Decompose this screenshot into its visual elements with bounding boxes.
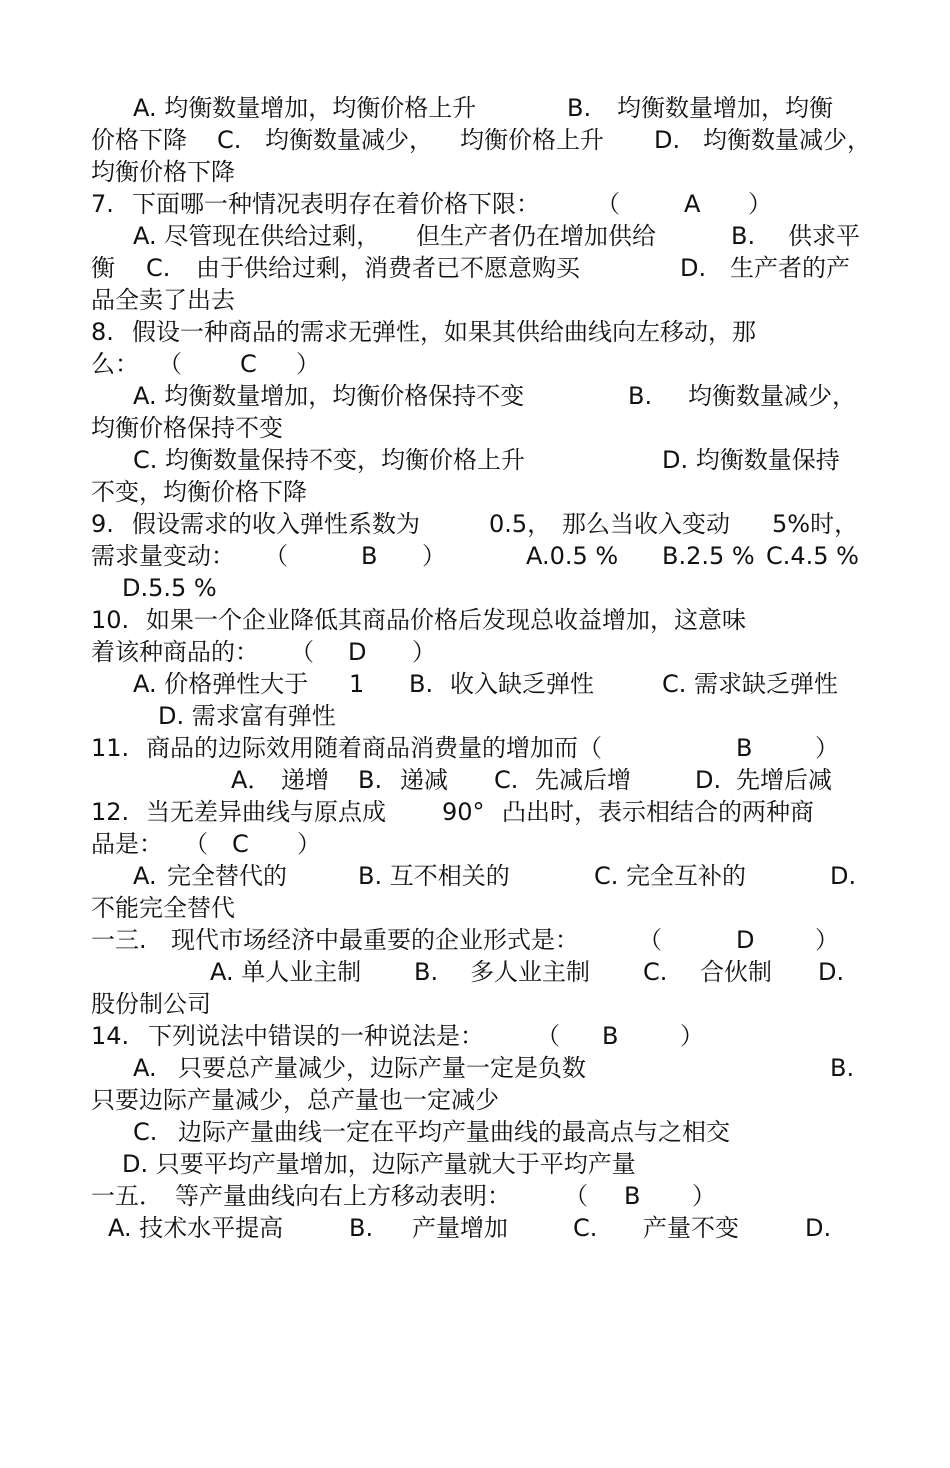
text-segment: 均衡价格上升 bbox=[460, 126, 604, 154]
text-segment: A. 单人业主制 bbox=[210, 958, 362, 986]
paren-close: ） bbox=[692, 1182, 716, 1210]
question-15 bbox=[0, 1180, 950, 1212]
text-segment: C. 完全互补的 bbox=[594, 862, 747, 890]
question-8 bbox=[0, 316, 950, 348]
text-line bbox=[0, 92, 950, 124]
text-segment: 均衡数量减少， bbox=[703, 126, 871, 154]
paren-open: （ bbox=[536, 1022, 560, 1050]
text-segment: 产量不变 bbox=[643, 1214, 739, 1242]
paren-close: ） bbox=[815, 734, 839, 762]
text-segment: B. bbox=[830, 1054, 855, 1082]
paren-open: （ bbox=[184, 830, 208, 858]
question-text: 下列说法中错误的一种说法是： bbox=[148, 1022, 484, 1050]
paren-close: ） bbox=[412, 638, 436, 666]
question-9 bbox=[0, 508, 950, 540]
text-segment: D. 只要平均产量增加，边际产量就大于平均产量 bbox=[122, 1150, 636, 1178]
text-line bbox=[0, 444, 950, 476]
option-a-text: 递增 bbox=[281, 766, 329, 794]
question-number: 一三. bbox=[91, 926, 147, 954]
text-segment: B. bbox=[349, 1214, 374, 1242]
paren-close: ） bbox=[422, 542, 446, 570]
text-segment: C. 均衡数量保持不变，均衡价格上升 bbox=[133, 446, 526, 474]
text-segment: 均衡价格下降 bbox=[91, 158, 235, 186]
answer-letter: D bbox=[348, 638, 367, 666]
text-segment: B. bbox=[567, 94, 592, 122]
text-line bbox=[0, 764, 950, 796]
question-text: 等产量曲线向右上方移动表明： bbox=[175, 1182, 511, 1210]
text-segment: 那么当收入变动 bbox=[562, 510, 730, 538]
text-segment: 需求量变动： bbox=[91, 542, 235, 570]
text-segment: 品是： bbox=[91, 830, 163, 858]
paren-close: ） bbox=[296, 350, 320, 378]
text-line bbox=[0, 860, 950, 892]
text-segment: 0.5， bbox=[489, 510, 552, 538]
text-segment: 均衡数量增加，均衡 bbox=[617, 94, 833, 122]
text-segment: 由于供给过剩，消费者已不愿意购买 bbox=[196, 254, 580, 282]
text-segment: 不能完全替代 bbox=[91, 894, 235, 922]
paren-open: （ bbox=[290, 638, 314, 666]
paren-open: （ bbox=[596, 190, 620, 218]
text-line bbox=[0, 988, 950, 1020]
text-segment: C. 需求缺乏弹性 bbox=[662, 670, 839, 698]
text-segment: B. bbox=[414, 958, 439, 986]
text-segment: C. bbox=[133, 1118, 158, 1146]
text-segment: A. 技术水平提高 bbox=[108, 1214, 284, 1242]
text-segment: D. 需求富有弹性 bbox=[158, 702, 336, 730]
text-line bbox=[0, 412, 950, 444]
text-line bbox=[0, 348, 950, 380]
text-segment: 供求平 bbox=[788, 222, 860, 250]
text-segment: 生产者的产 bbox=[730, 254, 850, 282]
text-segment: 不变，均衡价格下降 bbox=[91, 478, 307, 506]
text-segment: B. bbox=[628, 382, 653, 410]
text-line bbox=[0, 1052, 950, 1084]
answer-letter: B bbox=[736, 734, 753, 762]
text-line bbox=[0, 956, 950, 988]
text-segment: B. bbox=[409, 670, 434, 698]
text-segment: 产量增加 bbox=[412, 1214, 508, 1242]
text-segment: 合伙制 bbox=[700, 958, 772, 986]
text-line bbox=[0, 1116, 950, 1148]
question-number: 14. bbox=[91, 1022, 130, 1050]
text-line bbox=[0, 156, 950, 188]
text-segment: D. bbox=[654, 126, 681, 154]
text-segment: 着该种商品的： bbox=[91, 638, 259, 666]
answer-letter: A bbox=[684, 190, 701, 218]
paren-close: ） bbox=[815, 926, 839, 954]
text-segment: 么： bbox=[91, 350, 139, 378]
text-line bbox=[0, 284, 950, 316]
question-number: 11. bbox=[91, 734, 130, 762]
option-a: A.0.5 % bbox=[526, 542, 619, 570]
answer-letter: B bbox=[602, 1022, 619, 1050]
text-line bbox=[0, 1212, 950, 1244]
option-a-label: A． bbox=[231, 766, 272, 794]
text-segment: D. 均衡数量保持 bbox=[662, 446, 840, 474]
text-line bbox=[0, 700, 950, 732]
option-b: B.2.5 % bbox=[662, 542, 755, 570]
question-10 bbox=[0, 604, 950, 636]
question-text: 现代市场经济中最重要的企业形式是： bbox=[171, 926, 579, 954]
question-11 bbox=[0, 732, 950, 764]
text-segment: 均衡数量减少， bbox=[688, 382, 856, 410]
text-segment: 只要边际产量减少，总产量也一定减少 bbox=[91, 1086, 499, 1114]
question-text: 如果一个企业降低其商品价格后发现总收益增加，这意味 bbox=[146, 606, 746, 634]
option-c-text: 先减后增 bbox=[535, 766, 631, 794]
paren-open: （ bbox=[564, 1182, 588, 1210]
question-12 bbox=[0, 796, 950, 828]
text-segment: A. 尽管现在供给过剩， bbox=[133, 222, 381, 250]
text-segment: 多人业主制 bbox=[470, 958, 590, 986]
question-text: 商品的边际效用随着商品消费量的增加而（ bbox=[146, 734, 602, 762]
text-segment: C. bbox=[146, 254, 171, 282]
option-c: C.4.5 % bbox=[766, 542, 859, 570]
option-d-text: 先增后减 bbox=[736, 766, 832, 794]
paren-close: ） bbox=[297, 830, 321, 858]
question-text: 假设需求的收入弹性系数为 bbox=[132, 510, 420, 538]
option-d-label: D. bbox=[695, 766, 722, 794]
text-segment: 90° bbox=[442, 798, 485, 826]
answer-letter: D bbox=[736, 926, 755, 954]
answer-letter: C bbox=[240, 350, 257, 378]
option-b-text: 递减 bbox=[400, 766, 448, 794]
question-number: 8. bbox=[91, 318, 114, 346]
text-segment: 衡 bbox=[91, 254, 115, 282]
answer-letter: B bbox=[624, 1182, 641, 1210]
text-segment: A. bbox=[133, 1054, 157, 1082]
answer-letter: B bbox=[361, 542, 378, 570]
text-line bbox=[0, 892, 950, 924]
text-line bbox=[0, 828, 950, 860]
question-number: 10. bbox=[91, 606, 130, 634]
paren-open: （ bbox=[638, 926, 662, 954]
option-c-label: C. bbox=[494, 766, 519, 794]
question-number: 9. bbox=[91, 510, 114, 538]
text-segment: 边际产量曲线一定在平均产量曲线的最高点与之相交 bbox=[178, 1118, 730, 1146]
text-line bbox=[0, 540, 950, 572]
text-line bbox=[0, 668, 950, 700]
text-segment: D. bbox=[830, 862, 857, 890]
text-segment: C. bbox=[573, 1214, 598, 1242]
text-segment: D. bbox=[805, 1214, 832, 1242]
option-b-label: B. bbox=[358, 766, 383, 794]
text-line bbox=[0, 1148, 950, 1180]
answer-letter: C bbox=[232, 830, 249, 858]
text-segment: A. 价格弹性大于 bbox=[133, 670, 309, 698]
text-segment: 品全卖了出去 bbox=[91, 286, 235, 314]
paren-open: （ bbox=[264, 542, 288, 570]
paren-close: ） bbox=[680, 1022, 704, 1050]
option-d: D.5.5 % bbox=[122, 574, 217, 602]
text-segment: B. bbox=[731, 222, 756, 250]
question-text: 假设一种商品的需求无弹性，如果其供给曲线向左移动，那 bbox=[132, 318, 756, 346]
text-line bbox=[0, 572, 950, 604]
text-segment: 凸出时，表示相结合的两种商 bbox=[502, 798, 814, 826]
text-segment: 收入缺乏弹性 bbox=[450, 670, 594, 698]
text-segment: 但生产者仍在增加供给 bbox=[416, 222, 656, 250]
text-line bbox=[0, 220, 950, 252]
paren-close: ） bbox=[748, 190, 772, 218]
text-segment: 价格下降 bbox=[91, 126, 187, 154]
text-segment: 只要总产量减少，边际产量一定是负数 bbox=[178, 1054, 586, 1082]
text-segment: C. bbox=[643, 958, 668, 986]
text-line bbox=[0, 380, 950, 412]
text-line bbox=[0, 252, 950, 284]
text-segment: C. bbox=[217, 126, 242, 154]
text-line bbox=[0, 124, 950, 156]
text-segment: 完全替代的 bbox=[167, 862, 287, 890]
text-segment: B. 互不相关的 bbox=[358, 862, 510, 890]
text-line bbox=[0, 1084, 950, 1116]
text-line bbox=[0, 476, 950, 508]
text-segment: A. bbox=[133, 862, 157, 890]
text-segment: A. 均衡数量增加，均衡价格上升 bbox=[133, 94, 477, 122]
text-segment: A. 均衡数量增加，均衡价格保持不变 bbox=[133, 382, 525, 410]
paren-open: （ bbox=[158, 350, 182, 378]
question-number: 一五． bbox=[91, 1182, 163, 1210]
text-segment: 均衡数量减少， bbox=[265, 126, 433, 154]
text-segment: 5%时， bbox=[772, 510, 859, 538]
question-14 bbox=[0, 1020, 950, 1052]
question-7 bbox=[0, 188, 950, 220]
question-text: 当无差异曲线与原点成 bbox=[146, 798, 386, 826]
question-13 bbox=[0, 924, 950, 956]
question-number: 7. bbox=[91, 190, 114, 218]
text-segment: 1 bbox=[349, 670, 365, 698]
text-line bbox=[0, 636, 950, 668]
text-segment: D. bbox=[818, 958, 845, 986]
text-segment: D. bbox=[680, 254, 707, 282]
text-segment: 股份制公司 bbox=[91, 990, 211, 1018]
text-segment: 均衡价格保持不变 bbox=[91, 414, 283, 442]
question-number: 12. bbox=[91, 798, 130, 826]
question-text: 下面哪一种情况表明存在着价格下限： bbox=[132, 190, 540, 218]
